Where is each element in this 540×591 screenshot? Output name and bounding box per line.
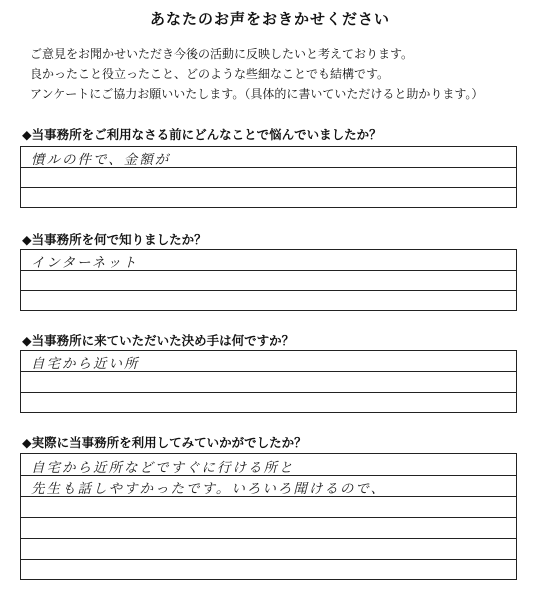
handwritten-answer: 自宅から近所などですぐに行ける所と [31,460,295,476]
handwritten-answer: 憤ルの件で、金額が [31,152,171,168]
ruled-line [21,392,516,393]
ruled-line [21,517,516,518]
form-title: あなたのお声をおきかせください [149,10,390,28]
intro-line: 良かったこと役立ったこと、どのような些細なことでも結構です。 [30,67,390,81]
question-4-answer-box [20,453,517,580]
question-4-label: ◆実際に当事務所を利用してみていかがでしたか？ [22,435,307,450]
ruled-line [21,559,516,560]
ruled-line [21,290,516,291]
handwritten-answer: インターネット [31,255,139,271]
ruled-line [21,538,516,539]
question-3-answer-box [20,350,517,413]
question-2-label: ◆当事務所を何で知りましたか？ [22,232,207,247]
handwritten-answer: 自宅から近い所 [31,356,140,372]
intro-line: ご意見をお聞かせいただき今後の活動に反映したいと考えております。 [30,47,414,61]
handwritten-answer: 先生も話しやすかったです。いろいろ聞けるので、 [31,481,387,497]
question-1-answer-box [20,146,517,208]
question-2-answer-box [20,249,517,311]
intro-text [30,44,530,104]
ruled-line [21,187,516,188]
question-3-label: ◆当事務所に来ていただいた決め手は何ですか？ [22,333,295,348]
intro-line: アンケートにご協力お願いいたします。（具体的に書いていただけると助かります。） [30,87,484,101]
question-1-label: ◆当事務所をご利用なさる前にどんなことで悩んでいましたか？ [22,127,382,142]
